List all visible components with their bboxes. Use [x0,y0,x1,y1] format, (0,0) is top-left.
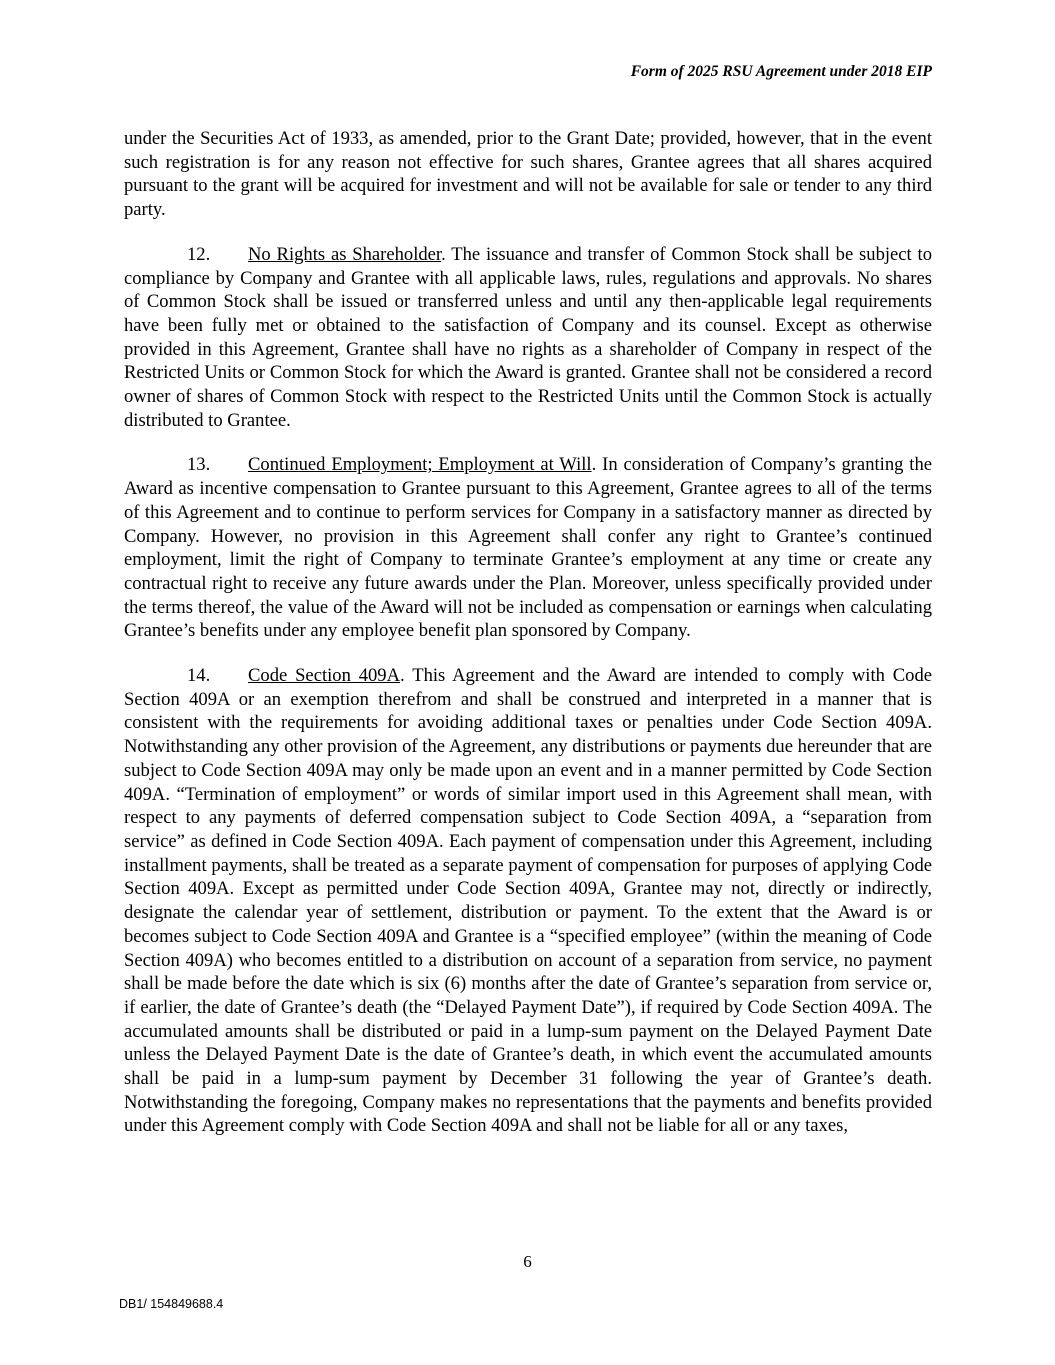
section-number: 14. [187,665,211,687]
page-number: 6 [523,1252,532,1271]
section-text: . The issuance and transfer of Common Stock shall be subject to compliance by Company and Grantee with all applicable laws, rules, regulations and approvals. No shares of Common Stock shall be issued or transferred unless and until any then-applicable legal requirements have been fully met or obtained to the satisfaction of Company and its counsel. Except as otherwise provided in this Agreement, Grantee shall have no rights as a shareholder of Company in respect of the Restricted Units or Common Stock for which the Award is granted. Grantee shall not be considered a record owner of shares of Common Stock with respect to the Restricted Units until the Common Stock is actually distributed to Grantee. [124,243,932,431]
section-12 [124,243,932,433]
section-number: 13. [187,454,211,476]
section-13 [124,453,932,643]
section-text: . This Agreement and the Award are intended to comply with Code Section 409A or an exemption therefrom and shall be construed and interpreted in a manner that is consistent with the requirements for avoiding additional taxes or penalties under Code Section 409A. Notwithstanding any other provision of the Agreement, any distributions or payments due hereunder that are subject to Code Section 409A may only be made upon an event and in a manner permitted by Code Section 409A. “Termination of employment” or words of similar import used in this Agreement shall mean, with respect to any payments of deferred compensation subject to Code Section 409A, a “separation from service” as defined in Code Section 409A. Each payment of compensation under this Agreement, including installment payments, shall be treated as a separate payment of compensation for purposes of applying Code Section 409A. Except as permitted under Code Section 409A, Grantee may not, directly or indirectly, designate the calendar year of settlement, distribution or payment. To the extent that the Award is or becomes subject to Code Section 409A and Grantee is a “specified employee” (within the meaning of Code Section 409A) who becomes entitled to a distribution on account of a separation from service, no payment shall be made before the date which is six (6) months after the date of Grantee’s separation from service or, if earlier, the date of Grantee’s death (the “Delayed Payment Date”), if required by Code Section 409A. The accumulated amounts shall be distributed or paid in a lump-sum payment on the Delayed Payment Date unless the Delayed Payment Date is the date of Grantee’s death, in which event the accumulated amounts shall be paid in a lump-sum payment by December 31 following the year of Grantee’s death. Notwithstanding the foregoing, Company makes no representations that the payments and benefits provided under this Agreement comply with Code Section 409A and shall not be liable for all or any taxes, [124,665,933,1137]
document-header-title: Form of 2025 RSU Agreement under 2018 EIP [630,63,932,80]
document-id: DB1/ 154849688.4 [119,1297,224,1311]
section-text: . In consideration of Company’s granting the Award as incentive compensation to Grantee pursuant to this Agreement, Grantee agrees to all of the terms of this Agreement and to continue to perform services for Company in a satisfactory manner as directed by Company. However, no provision in this Agreement shall confer any right to Grantee’s continued employment, limit the right of Company to terminate Grantee’s employment at any time or create any contractual right to receive any future awards under the Plan. Moreover, unless specifically provided under the terms thereof, the value of the Award will not be included as compensation or earnings when calculating Grantee’s benefits under any employee benefit plan sponsored by Company. [124,454,932,642]
continuation-paragraph: under the Securities Act of 1933, as amended, prior to the Grant Date; provided, however, that in the event such registration is for any reason not effective for such shares, Grantee agrees that all shares acquired pursuant to the grant will be acquired for investment and will not be available for sale or tender to any third party. [124,128,932,221]
document-body [124,127,932,1138]
section-heading: Code Section 409A [248,665,401,687]
section-14 [124,664,932,1138]
section-heading: Continued Employment; Employment at Will [248,454,592,476]
section-number: 12. [187,243,211,265]
section-heading: No Rights as Shareholder [248,243,442,265]
